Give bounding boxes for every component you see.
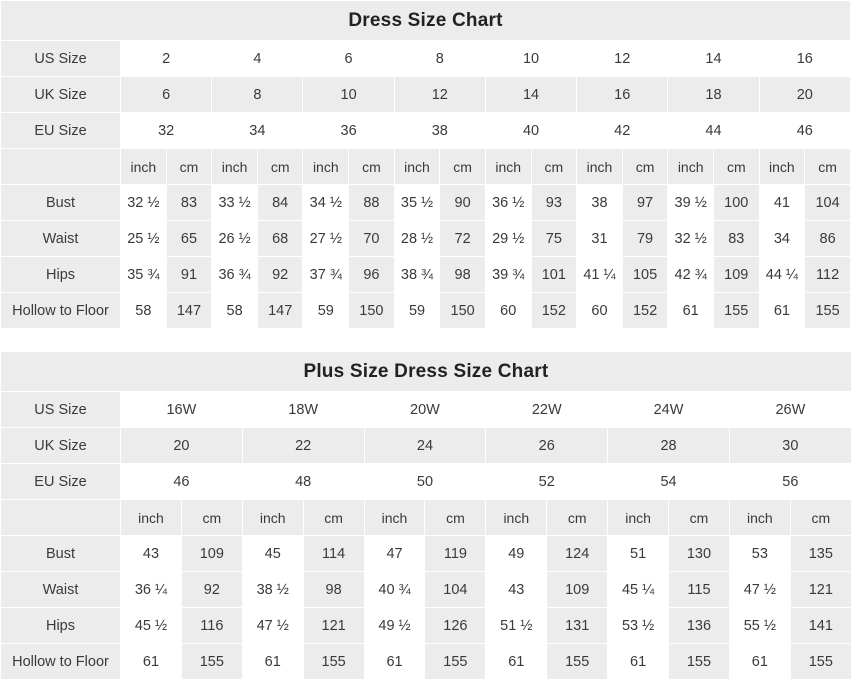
cell-uk-10: 10	[303, 77, 394, 113]
measure-cell: 37 ¾	[303, 257, 349, 293]
cell-uk-20: 20	[121, 428, 243, 464]
measure-cell: 51 ½	[486, 608, 547, 644]
unit-cell: inch	[303, 149, 349, 185]
unit-cell: cm	[303, 500, 364, 536]
cell-uk-24: 24	[364, 428, 486, 464]
cell-us-26w: 26W	[729, 392, 851, 428]
cell-us-2: 2	[121, 41, 212, 77]
measure-cell: 43	[121, 536, 182, 572]
unit-cell: cm	[531, 149, 577, 185]
table-row-units	[1, 500, 851, 536]
measure-cell: 32 ½	[121, 185, 167, 221]
row-label-hollow-to-floor: Hollow to Floor	[1, 644, 121, 680]
cell-uk-28: 28	[608, 428, 730, 464]
measure-cell: 68	[257, 221, 303, 257]
row-label-us-size: US Size	[1, 41, 121, 77]
unit-cell: inch	[121, 149, 167, 185]
plus-size-dress-size-chart	[0, 351, 851, 680]
measure-cell: 83	[166, 185, 212, 221]
measure-cell: 100	[713, 185, 759, 221]
row-label-us-size: US Size	[1, 392, 121, 428]
page-title-plus: Plus Size Dress Size Chart	[1, 352, 851, 392]
measure-cell: 115	[669, 572, 730, 608]
measure-cell: 150	[440, 293, 486, 329]
measure-cell: 98	[303, 572, 364, 608]
measure-cell: 104	[805, 185, 851, 221]
row-label-waist: Waist	[1, 221, 121, 257]
measure-cell: 61	[121, 644, 182, 680]
cell-us-24w: 24W	[608, 392, 730, 428]
measure-cell: 61	[364, 644, 425, 680]
unit-cell: inch	[364, 500, 425, 536]
cell-eu-34: 34	[212, 113, 303, 149]
cell-uk-8: 8	[212, 77, 303, 113]
cell-uk-6: 6	[121, 77, 212, 113]
measure-cell: 121	[303, 608, 364, 644]
measure-cell: 150	[349, 293, 395, 329]
measure-cell: 53 ½	[608, 608, 669, 644]
row-label-units	[1, 500, 121, 536]
measure-cell: 92	[181, 572, 242, 608]
dress-size-chart	[0, 0, 851, 329]
table-row-uk-size	[1, 428, 851, 464]
measure-cell: 135	[790, 536, 851, 572]
row-label-hips: Hips	[1, 608, 121, 644]
measure-cell: 36 ½	[485, 185, 531, 221]
row-label-hips: Hips	[1, 257, 121, 293]
measure-cell: 38	[577, 185, 623, 221]
unit-cell: inch	[212, 149, 258, 185]
measure-cell: 58	[121, 293, 167, 329]
unit-cell: cm	[425, 500, 486, 536]
cell-eu-42: 42	[577, 113, 668, 149]
unit-cell: inch	[121, 500, 182, 536]
measure-cell: 61	[668, 293, 714, 329]
measure-cell: 42 ¾	[668, 257, 714, 293]
unit-cell: inch	[759, 149, 805, 185]
measure-cell: 55 ½	[729, 608, 790, 644]
unit-cell: cm	[805, 149, 851, 185]
measure-cell: 32 ½	[668, 221, 714, 257]
measure-cell: 96	[349, 257, 395, 293]
measure-cell: 36 ¾	[212, 257, 258, 293]
unit-cell: inch	[242, 500, 303, 536]
cell-uk-14: 14	[485, 77, 576, 113]
measure-cell: 49 ½	[364, 608, 425, 644]
measure-cell: 35 ½	[394, 185, 440, 221]
unit-cell: cm	[622, 149, 668, 185]
measure-cell: 60	[485, 293, 531, 329]
measure-cell: 36 ¼	[121, 572, 182, 608]
measure-cell: 126	[425, 608, 486, 644]
row-label-hollow-to-floor: Hollow to Floor	[1, 293, 121, 329]
unit-cell: cm	[790, 500, 851, 536]
unit-cell: cm	[440, 149, 486, 185]
section-divider	[0, 329, 851, 351]
measure-cell: 34 ½	[303, 185, 349, 221]
table-row-hollow-to-floor	[1, 644, 851, 680]
unit-cell: inch	[577, 149, 623, 185]
measure-cell: 155	[805, 293, 851, 329]
table-row-waist	[1, 221, 851, 257]
measure-cell: 155	[790, 644, 851, 680]
row-label-bust: Bust	[1, 185, 121, 221]
unit-cell: inch	[668, 149, 714, 185]
chart-title-row	[1, 1, 851, 41]
row-label-eu-size: EU Size	[1, 113, 121, 149]
measure-cell: 136	[669, 608, 730, 644]
measure-cell: 109	[713, 257, 759, 293]
table-row-hollow-to-floor	[1, 293, 851, 329]
measure-cell: 131	[547, 608, 608, 644]
table-row-bust	[1, 536, 851, 572]
measure-cell: 155	[181, 644, 242, 680]
cell-us-18w: 18W	[242, 392, 364, 428]
row-label-units	[1, 149, 121, 185]
unit-cell: cm	[257, 149, 303, 185]
measure-cell: 39 ¾	[485, 257, 531, 293]
cell-eu-44: 44	[668, 113, 759, 149]
measure-cell: 84	[257, 185, 303, 221]
cell-uk-30: 30	[729, 428, 851, 464]
measure-cell: 155	[713, 293, 759, 329]
measure-cell: 47	[364, 536, 425, 572]
measure-cell: 124	[547, 536, 608, 572]
measure-cell: 70	[349, 221, 395, 257]
measure-cell: 116	[181, 608, 242, 644]
unit-cell: inch	[608, 500, 669, 536]
unit-cell: cm	[547, 500, 608, 536]
measure-cell: 33 ½	[212, 185, 258, 221]
cell-us-10: 10	[485, 41, 576, 77]
measure-cell: 34	[759, 221, 805, 257]
cell-eu-40: 40	[485, 113, 576, 149]
table-row-waist	[1, 572, 851, 608]
measure-cell: 47 ½	[729, 572, 790, 608]
table-row-us-size	[1, 41, 851, 77]
cell-eu-32: 32	[121, 113, 212, 149]
measure-cell: 45 ¼	[608, 572, 669, 608]
measure-cell: 60	[577, 293, 623, 329]
measure-cell: 61	[608, 644, 669, 680]
unit-cell: cm	[181, 500, 242, 536]
measure-cell: 105	[622, 257, 668, 293]
measure-cell: 109	[181, 536, 242, 572]
measure-cell: 119	[425, 536, 486, 572]
measure-cell: 130	[669, 536, 730, 572]
measure-cell: 45 ½	[121, 608, 182, 644]
measure-cell: 155	[547, 644, 608, 680]
measure-cell: 61	[759, 293, 805, 329]
cell-uk-26: 26	[486, 428, 608, 464]
measure-cell: 86	[805, 221, 851, 257]
measure-cell: 35 ¾	[121, 257, 167, 293]
measure-cell: 155	[669, 644, 730, 680]
measure-cell: 93	[531, 185, 577, 221]
measure-cell: 61	[729, 644, 790, 680]
cell-us-16w: 16W	[121, 392, 243, 428]
measure-cell: 101	[531, 257, 577, 293]
measure-cell: 112	[805, 257, 851, 293]
row-label-waist: Waist	[1, 572, 121, 608]
cell-eu-50: 50	[364, 464, 486, 500]
measure-cell: 38 ½	[242, 572, 303, 608]
unit-cell: cm	[349, 149, 395, 185]
measure-cell: 41 ¼	[577, 257, 623, 293]
measure-cell: 28 ½	[394, 221, 440, 257]
unit-cell: inch	[486, 500, 547, 536]
unit-cell: inch	[729, 500, 790, 536]
unit-cell: inch	[485, 149, 531, 185]
measure-cell: 58	[212, 293, 258, 329]
measure-cell: 88	[349, 185, 395, 221]
cell-us-4: 4	[212, 41, 303, 77]
table-row-uk-size	[1, 77, 851, 113]
measure-cell: 90	[440, 185, 486, 221]
table-row-eu-size	[1, 113, 851, 149]
measure-cell: 147	[257, 293, 303, 329]
measure-cell: 152	[531, 293, 577, 329]
cell-us-8: 8	[394, 41, 485, 77]
measure-cell: 75	[531, 221, 577, 257]
unit-cell: inch	[394, 149, 440, 185]
table-row-eu-size	[1, 464, 851, 500]
measure-cell: 79	[622, 221, 668, 257]
cell-uk-18: 18	[668, 77, 759, 113]
unit-cell: cm	[669, 500, 730, 536]
table-row-hips	[1, 257, 851, 293]
measure-cell: 51	[608, 536, 669, 572]
measure-cell: 141	[790, 608, 851, 644]
measure-cell: 109	[547, 572, 608, 608]
cell-us-12: 12	[577, 41, 668, 77]
cell-us-14: 14	[668, 41, 759, 77]
measure-cell: 29 ½	[485, 221, 531, 257]
measure-cell: 152	[622, 293, 668, 329]
measure-cell: 47 ½	[242, 608, 303, 644]
row-label-uk-size: UK Size	[1, 428, 121, 464]
measure-cell: 83	[713, 221, 759, 257]
cell-us-20w: 20W	[364, 392, 486, 428]
measure-cell: 61	[486, 644, 547, 680]
table-row-bust	[1, 185, 851, 221]
row-label-eu-size: EU Size	[1, 464, 121, 500]
unit-cell: cm	[166, 149, 212, 185]
measure-cell: 72	[440, 221, 486, 257]
measure-cell: 41	[759, 185, 805, 221]
measure-cell: 65	[166, 221, 212, 257]
cell-eu-52: 52	[486, 464, 608, 500]
chart-title-row	[1, 352, 851, 392]
measure-cell: 147	[166, 293, 212, 329]
cell-eu-38: 38	[394, 113, 485, 149]
table-row-us-size	[1, 392, 851, 428]
measure-cell: 91	[166, 257, 212, 293]
cell-us-22w: 22W	[486, 392, 608, 428]
measure-cell: 59	[394, 293, 440, 329]
measure-cell: 38 ¾	[394, 257, 440, 293]
measure-cell: 97	[622, 185, 668, 221]
measure-cell: 43	[486, 572, 547, 608]
table-row-hips	[1, 608, 851, 644]
measure-cell: 27 ½	[303, 221, 349, 257]
cell-eu-36: 36	[303, 113, 394, 149]
measure-cell: 39 ½	[668, 185, 714, 221]
measure-cell: 92	[257, 257, 303, 293]
measure-cell: 59	[303, 293, 349, 329]
measure-cell: 53	[729, 536, 790, 572]
page-title: Dress Size Chart	[1, 1, 851, 41]
measure-cell: 45	[242, 536, 303, 572]
measure-cell: 155	[425, 644, 486, 680]
measure-cell: 26 ½	[212, 221, 258, 257]
row-label-uk-size: UK Size	[1, 77, 121, 113]
cell-eu-46: 46	[759, 113, 850, 149]
unit-cell: cm	[713, 149, 759, 185]
measure-cell: 61	[242, 644, 303, 680]
measure-cell: 25 ½	[121, 221, 167, 257]
cell-uk-22: 22	[242, 428, 364, 464]
measure-cell: 114	[303, 536, 364, 572]
cell-eu-46: 46	[121, 464, 243, 500]
cell-us-16: 16	[759, 41, 850, 77]
measure-cell: 121	[790, 572, 851, 608]
table-row-units	[1, 149, 851, 185]
measure-cell: 155	[303, 644, 364, 680]
cell-uk-16: 16	[577, 77, 668, 113]
cell-us-6: 6	[303, 41, 394, 77]
row-label-bust: Bust	[1, 536, 121, 572]
cell-uk-20: 20	[759, 77, 850, 113]
cell-eu-56: 56	[729, 464, 851, 500]
cell-uk-12: 12	[394, 77, 485, 113]
measure-cell: 98	[440, 257, 486, 293]
measure-cell: 31	[577, 221, 623, 257]
cell-eu-48: 48	[242, 464, 364, 500]
measure-cell: 104	[425, 572, 486, 608]
measure-cell: 44 ¼	[759, 257, 805, 293]
measure-cell: 40 ¾	[364, 572, 425, 608]
measure-cell: 49	[486, 536, 547, 572]
cell-eu-54: 54	[608, 464, 730, 500]
